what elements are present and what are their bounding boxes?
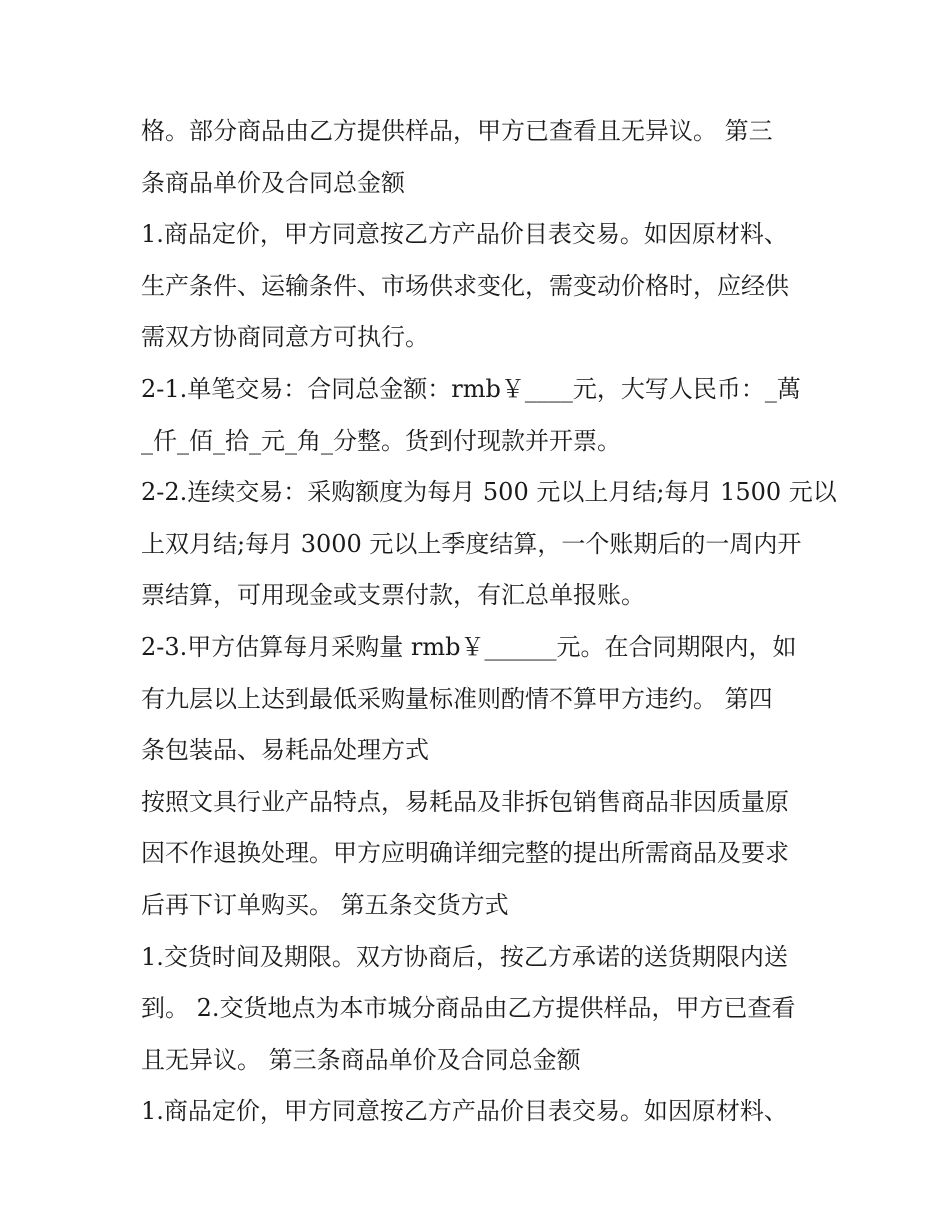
text-line: 因不作退换处理。甲方应明确详细完整的提出所需商品及要求	[141, 839, 789, 868]
text-line: 后再下订单购买。 第五条交货方式	[141, 890, 509, 919]
text-line: 需双方协商同意方可执行。	[141, 323, 429, 352]
text-line: 2-1.单笔交易：合同总金额：rmb￥____元，大写人民币：_萬	[141, 374, 801, 403]
text-line: 生产条件、运输条件、市场供求变化，需变动价格时，应经供	[141, 271, 789, 300]
text-line: 1.商品定价，甲方同意按乙方产品价目表交易。如因原材料、	[141, 220, 788, 249]
text-line: 条包装品、易耗品处理方式	[141, 736, 429, 765]
text-line: 2-3.甲方估算每月采购量 rmb￥______元。在合同期限内，如	[141, 632, 797, 661]
text-line: 条商品单价及合同总金额	[141, 168, 405, 197]
text-line: 1.交货时间及期限。双方协商后，按乙方承诺的送货期限内送	[141, 942, 788, 971]
text-line: _仟_佰_拾_元_角_分整。货到付现款并开票。	[141, 426, 621, 455]
text-line: 格。部分商品由乙方提供样品，甲方已查看且无异议。 第三	[141, 117, 773, 145]
document-body	[141, 106, 837, 1138]
text-line: 且无异议。 第三条商品单价及合同总金额	[141, 1045, 581, 1074]
text-line: 票结算，可用现金或支票付款，有汇总单报账。	[141, 581, 645, 610]
text-line: 2-2.连续交易：采购额度为每月 500 元以上月结;每月 1500 元以	[141, 478, 837, 507]
text-line: 按照文具行业产品特点，易耗品及非拆包销售商品非因质量原	[141, 787, 789, 816]
text-line: 上双月结;每月 3000 元以上季度结算，一个账期后的一周内开	[141, 529, 802, 558]
text-line: 有九层以上达到最低采购量标准则酌情不算甲方违约。 第四	[141, 684, 773, 713]
text-line: 1.商品定价，甲方同意按乙方产品价目表交易。如因原材料、	[141, 1097, 788, 1126]
text-line: 到。 2.交货地点为本市城分商品由乙方提供样品，甲方已查看	[141, 994, 796, 1023]
